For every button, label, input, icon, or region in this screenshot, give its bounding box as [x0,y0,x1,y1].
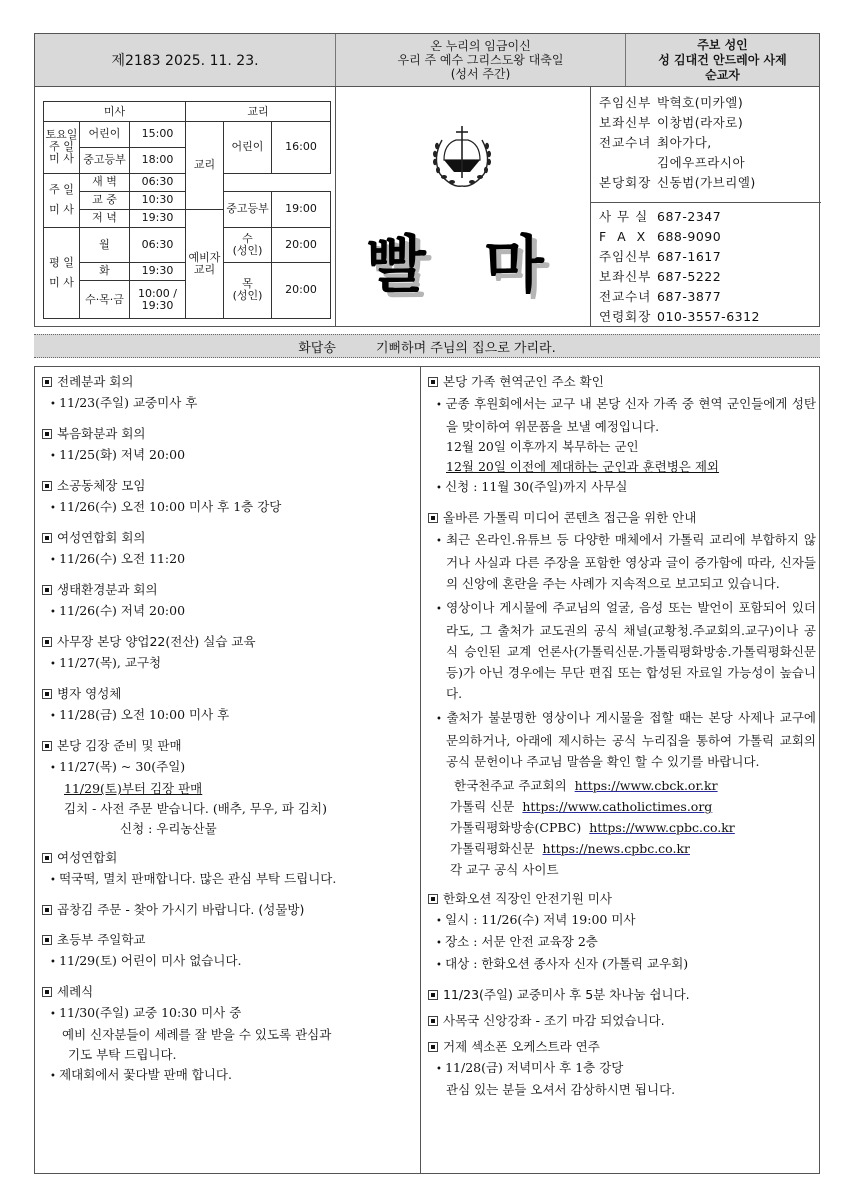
notice-title [42,847,417,869]
square-bullet-icon [42,987,52,997]
schedule-time: 19:30 [130,262,186,280]
square-bullet-icon [42,429,52,439]
square-bullet-icon [42,741,52,751]
notice-title [428,1010,816,1032]
square-bullet-icon [42,853,52,863]
catechism-label: 교리 [186,122,224,210]
square-bullet-icon [428,990,438,1000]
notice-title-text: 사무장 본당 양업22(전산) 실습 교육 [57,634,256,649]
contact-list [599,207,819,327]
staff-name: 김에우프라시아 [657,155,746,170]
notice-line: • 11/23(주일) 교중미사 후 [42,393,417,415]
notice-item [42,735,417,839]
notice-line: • 11/26(수) 저녁 20:00 [42,601,417,623]
notice-title-text: 본당 가족 현역군인 주소 확인 [443,374,604,389]
feast-line: 우리 주 예수 그리스도왕 대축일 [397,53,564,67]
notice-title [42,981,417,1003]
notice-item-hanwha [428,888,816,976]
schedule-group: 교 중 [80,191,130,209]
schedule-group: 수·목·금 [80,281,130,319]
notice-paragraph: • 군종 후원회에서는 교구 내 본당 신자 가족 중 현역 군인들에게 성탄을 맞이하여 위문품을 보낼 예정입니다. [428,393,816,437]
staff-name: 최아가다, [657,135,712,150]
square-bullet-icon [428,377,438,387]
link-cbck[interactable]: https://www.cbck.or.kr [574,778,718,793]
contact-phone: 688-9090 [657,229,722,244]
contact-phone: 687-2347 [657,209,722,224]
schedule-time: 10:30 [130,191,186,209]
catechism-header: 교리 [186,102,331,122]
contact-label: F A X [599,229,647,244]
pre-catechumen-label [186,209,224,318]
bulletin-title-char: 빨 [366,228,426,301]
schedule-time: 20:00 [272,227,331,262]
notice-line: • 떡국떡, 멸치 판매합니다. 많은 관심 부탁 드립니다. [42,869,417,891]
patron-saint-line: 순교자 [705,67,740,82]
parish-emblem-icon [426,122,498,194]
notice-line: 예비 신자분들이 세례를 잘 받을 수 있도록 관심과 [62,1027,332,1042]
staff-row [599,173,819,193]
staff-role: 본당회장 [599,175,652,190]
link-row [450,817,816,838]
sunday-mass-label [44,173,80,227]
link-name: 가톨릭평화방송(CPBC) [450,820,582,835]
feast-title [335,34,625,86]
label-line: 목 [242,277,253,291]
contact-row [599,247,819,267]
square-bullet-icon [428,513,438,523]
notice-title [42,579,417,601]
square-bullet-icon [428,1016,438,1026]
square-bullet-icon [428,894,438,904]
notice-line: • 장소 : 서문 안전 교육장 2층 [428,932,816,954]
patron-saint-line: 성 김대건 안드레아 사제 [658,52,787,67]
notice-title [42,371,417,393]
notice-item [42,475,417,519]
staff-role: 전교수녀 [599,135,652,150]
staff-name: 박혁호(미카엘) [657,95,744,110]
notice-title [428,984,816,1006]
notice-item-faith [428,1010,816,1032]
notice-item-tea [428,984,816,1006]
staff-row [599,93,819,113]
schedule-time: 19:00 [272,191,331,227]
schedule-group: 화 [80,262,130,280]
contact-phone: 010-3557-6312 [657,309,761,324]
notice-line: • 11/28(금) 저녁미사 후 1층 강당 [428,1058,816,1080]
notice-line: 관심 있는 분들 오셔서 감상하시면 됩니다. [446,1082,676,1097]
link-row [450,796,816,817]
notice-item [42,527,417,571]
notice-title [42,423,417,445]
label-line: 교리 [193,262,216,276]
staff-row [599,113,819,133]
underlined-text: 11/29(토)부터 김장 판매 [64,781,203,796]
divider [590,87,591,327]
notice-line [428,457,816,477]
staff-role [599,153,657,173]
staff-role: 주임신부 [599,95,652,110]
notice-title [42,475,417,497]
notice-title [42,631,417,653]
label-line: 주 일 [49,140,74,154]
staff-name: 이창범(라자로) [657,115,744,130]
notice-title [428,371,816,393]
column-divider [420,367,421,1173]
notice-title [428,1036,816,1058]
notice-title-text: 여성연합회 회의 [57,530,146,545]
bulletin-title-char: 마 [484,228,544,301]
issue-number-date: 제2183 2025. 11. 23. [111,53,259,69]
psalm-text: 기뻐하며 주님의 집으로 가리라. [375,340,556,356]
square-bullet-icon [42,689,52,699]
notice-item-media [428,507,816,880]
label-line: 미 사 [49,203,74,217]
contact-row [599,207,819,227]
notice-line: • 11/28(금) 오전 10:00 미사 후 [42,705,417,727]
notice-line: • 11/26(수) 오전 11:20 [42,549,417,571]
contact-phone: 687-5222 [657,269,722,284]
schedule-time: 06:30 [130,173,186,191]
notice-item [42,899,417,921]
schedule-time: 10:00 / 19:30 [130,281,186,319]
label-line: (성인) [232,243,263,257]
link-cpbc-news[interactable]: https://news.cpbc.co.kr [542,841,691,856]
notice-title-text: 소공동체장 모임 [57,478,146,493]
underlined-text: 12월 20일 이전에 제대하는 군인과 훈련병은 제외 [446,459,720,474]
square-bullet-icon [42,905,52,915]
mass-schedule [43,101,331,319]
divider [591,202,821,203]
notice-title-text: 올바른 가톨릭 미디어 콘텐츠 접근을 위한 안내 [443,510,697,525]
notice-line: • 11/25(화) 저녁 20:00 [42,445,417,467]
link-name: 각 교구 공식 사이트 [450,862,559,877]
notice-title [42,735,417,757]
notice-line [42,779,417,799]
notice-line: • 일시 : 11/26(수) 저녁 19:00 미사 [428,910,816,932]
responsorial-psalm [34,334,820,358]
schedule-group [224,262,272,318]
notice-title [428,888,816,910]
notice-item [42,423,417,467]
schedule-group: 어린이 [80,122,130,148]
link-row [454,775,816,796]
notice-paragraph: • 출처가 불분명한 영상이나 게시물을 접할 때는 본당 사제나 교구에 문의하거나, 아래에 제시하는 공식 누리집을 통하여 가톨릭 교회의 공식 문헌이나 주교님 말씀을 확인 할 수 있기를 바랍니다. [428,707,816,772]
link-row [450,838,816,859]
staff-row [599,153,819,173]
notice-title [42,929,417,951]
notice-title-text: 초등부 주일학교 [57,932,146,947]
notice-title-text: 사목국 신앙강좌 - 조기 마감 되었습니다. [443,1013,665,1028]
schedule-group: 중고등부 [80,147,130,173]
notice-title-text: 병자 영성체 [57,686,122,701]
notice-line: 김치 - 사전 주문 받습니다. (배추, 무우, 파 김치) [64,801,327,816]
link-name: 가톨릭 신문 [450,799,515,814]
saturday-mass-label [44,122,80,174]
notice-title-text: 세례식 [57,984,94,999]
feast-line: (성서 주간) [450,67,511,81]
contact-row [599,267,819,287]
square-bullet-icon [42,637,52,647]
bulletin-header [34,33,820,87]
notice-item [42,981,417,1087]
square-bullet-icon [428,1042,438,1052]
contact-row [599,227,819,247]
notice-item [42,683,417,727]
label-line: 평 일 [49,255,74,269]
label-line: (성인) [232,289,263,303]
contact-row [599,307,819,327]
square-bullet-icon [42,481,52,491]
parish-staff [599,93,819,193]
staff-role: 보좌신부 [599,115,652,130]
link-catholictimes[interactable]: https://www.catholictimes.org [522,799,713,814]
schedule-time: 20:00 [272,262,331,318]
notice-line: • 11/26(수) 오전 10:00 미사 후 1층 강당 [42,497,417,519]
notice-title-text: 거제 섹소폰 오케스트라 연주 [443,1039,600,1054]
notice-title [42,899,417,921]
notice-item [42,847,417,891]
official-links [428,775,816,880]
notice-title-text: 복음화분과 회의 [57,426,146,441]
notice-line: • 신청 : 11월 30(주일)까지 사무실 [428,477,816,499]
notices-section [34,366,820,1174]
contact-phone: 687-3877 [657,289,722,304]
patron-saint-label: 주보 성인 [697,37,748,52]
schedule-group: 월 [80,227,130,262]
contact-phone: 687-1617 [657,249,722,264]
label-line: 미 사 [49,152,74,166]
contact-label: 연령회장 [599,309,652,324]
square-bullet-icon [42,935,52,945]
contact-label: 보좌신부 [599,269,652,284]
notice-line: 기도 부탁 드립니다. [68,1047,177,1062]
patron-saint [625,34,819,86]
notice-paragraph: • 최근 온라인.유튜브 등 다양한 매체에서 가톨릭 교리에 부합하지 않거나 사실과 다른 주장을 포함한 영상과 글이 증가함에 따라, 신자들의 신앙에 혼란을 주는 사례가 지속적으로 보고되고 있습니다. [428,529,816,594]
notice-title-text: 여성연합회 [57,850,118,865]
schedule-group: 어린이 [224,122,272,174]
notice-line: 신청 : 우리농산물 [120,821,217,836]
label-line: 미 사 [49,275,74,289]
notice-line: • 11/27(목), 교구청 [42,653,417,675]
notice-line: • 제대회에서 꽃다발 판매 합니다. [42,1065,417,1087]
notice-line: 12월 20일 이후까지 복무하는 군인 [446,439,639,454]
mass-schedule-table [43,101,331,319]
notice-title-text: 생태환경분과 회의 [57,582,158,597]
notice-title-text: 11/23(주일) 교중미사 후 5분 차나눔 쉽니다. [443,987,690,1002]
label-line: 토요일 [45,128,78,142]
schedule-time: 06:30 [130,227,186,262]
schedule-group: 저 녁 [80,209,130,227]
notice-title-text: 본당 김장 준비 및 판매 [57,738,182,753]
notice-title [428,507,816,529]
label-line: 수 [242,231,253,245]
square-bullet-icon [42,377,52,387]
psalm-label: 화답송 [298,340,336,356]
notice-line: • 11/30(주일) 교중 10:30 미사 중 [42,1003,417,1025]
staff-row [599,133,819,153]
notice-item-sax [428,1036,816,1100]
schedule-group: 새 벽 [80,173,130,191]
square-bullet-icon [42,533,52,543]
notices-left-column [42,371,417,1095]
notices-right-column [428,371,816,1108]
notice-paragraph: • 영상이나 게시물에 주교님의 얼굴, 음성 또는 발언이 포함되어 있더라도, 그 출처가 교도권의 공식 채널(교황청.주교회의.교구)이나 공식 승인된 교계 언론사(가톨릭신문.가톨릭평화방송.가톨릭평화신문 등)가 아닌 경우에는 무단 편집 또는 합성된 자료일 가능성이 높습니다. [428,597,816,704]
notice-line: • 11/27(목) ~ 30(주일) [42,757,417,779]
notice-item [42,371,417,415]
notice-item-military [428,371,816,499]
notice-line: • 대상 : 한화오션 종사자 신자 (가톨릭 교우회) [428,954,816,976]
link-name: 한국천주교 주교회의 [454,778,567,793]
schedule-time: 19:30 [130,209,186,227]
link-name: 가톨릭평화신문 [450,841,535,856]
schedule-group [224,227,272,262]
schedule-time: 18:00 [130,147,186,173]
notice-title [42,683,417,705]
mass-header: 미사 [44,102,186,122]
notice-title-text: 전례분과 회의 [57,374,134,389]
notice-item [42,579,417,623]
notice-title-text: 한화오션 직장인 안전기원 미사 [443,891,612,906]
weekday-mass-label [44,227,80,318]
label-line: 예비자 [188,250,221,264]
notice-line: • 11/29(토) 어린이 미사 없습니다. [42,951,417,973]
label-line: 주 일 [49,183,74,197]
contact-label: 주임신부 [599,249,652,264]
info-block [34,87,820,327]
feast-line: 온 누리의 임금이신 [430,39,531,53]
notice-item [42,929,417,973]
schedule-time: 15:00 [130,122,186,148]
notice-item [42,631,417,675]
contact-label: 전교수녀 [599,289,652,304]
schedule-group: 중고등부 [224,191,272,227]
contact-row [599,287,819,307]
contact-label: 사 무 실 [599,209,649,224]
staff-name: 신동범(가브리엘) [657,175,756,190]
link-row [450,859,816,880]
masthead [336,87,590,327]
schedule-time: 16:00 [272,122,331,174]
notice-title-text: 곱창김 주문 - 찾아 가시기 바랍니다. (성물방) [57,902,305,917]
notice-title [42,527,417,549]
link-cpbc[interactable]: https://www.cpbc.co.kr [589,820,735,835]
square-bullet-icon [42,585,52,595]
